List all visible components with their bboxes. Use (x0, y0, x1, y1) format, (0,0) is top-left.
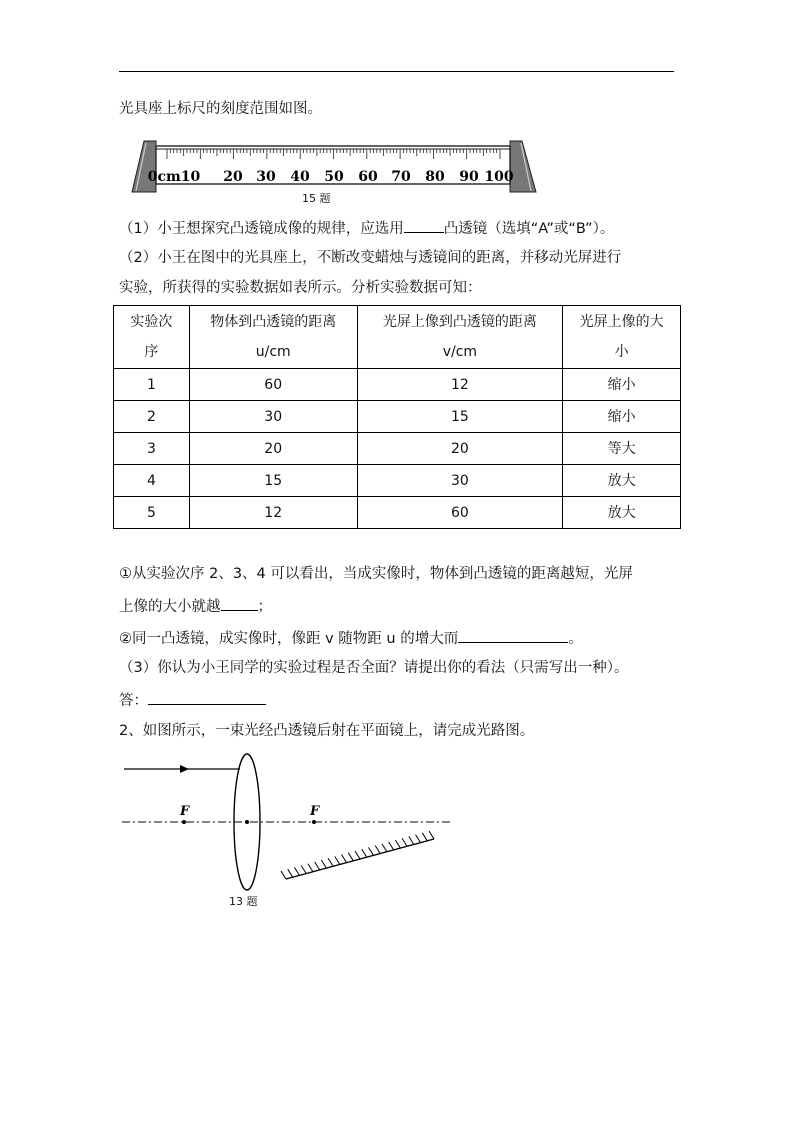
problem-2-text: 2、如图所示，一束光经凸透镜后射在平面镜上，请完成光路图。 (119, 723, 535, 739)
focus-label-right: F (310, 804, 320, 819)
ruler-label: 20 (223, 169, 243, 185)
table-cell: 20 (189, 433, 357, 465)
mirror-hatch-line (301, 866, 306, 874)
table-row (114, 465, 681, 497)
table-cell: 2 (114, 401, 190, 433)
ruler-label: 100 (484, 169, 514, 185)
mirror-hatch-line (362, 849, 367, 857)
table-cell: 放大 (563, 497, 681, 529)
table-row (114, 497, 681, 529)
question-1-text-a: （1）小王想探究凸透镜成像的规律，应选用 (119, 221, 404, 237)
ruler-label: 90 (459, 169, 479, 185)
mirror-hatch-line (294, 867, 299, 875)
table-row (114, 401, 681, 433)
table-cell: 缩小 (563, 369, 681, 401)
table-cell: 60 (189, 369, 357, 401)
mirror-hatch-line (308, 864, 313, 872)
focus-label-left: F (180, 804, 190, 819)
table-cell: 15 (189, 465, 357, 497)
mirror-hatch-line (429, 831, 434, 839)
lens-mirror-figure (118, 745, 458, 905)
table-row (114, 433, 681, 465)
question-2-line-2: 实验，所获得的实验数据如表所示。分析实验数据可知： (119, 280, 482, 296)
ruler-label: 0cm10 (147, 169, 201, 185)
ray-arrow-icon (180, 765, 189, 773)
table-cell: 3 (114, 433, 190, 465)
mirror-hatching (281, 831, 434, 879)
answer-blank-2[interactable] (221, 595, 258, 611)
ruler-caption: 15 题 (302, 192, 331, 205)
question-1 (119, 217, 614, 239)
experiment-data-table (113, 305, 681, 529)
table-cell: 5 (114, 497, 190, 529)
lens-caption: 13 题 (229, 895, 258, 908)
mirror-hatch-line (368, 847, 373, 855)
table-cell: 4 (114, 465, 190, 497)
table-cell: 30 (189, 401, 357, 433)
question-3: （3）你认为小王同学的实验过程是否全面？请提出你的看法（只需写出一种）。 (119, 660, 629, 676)
ruler-label: 70 (391, 169, 411, 185)
mirror-hatch-line (402, 838, 407, 846)
mirror-hatch-line (409, 836, 414, 844)
answer-line: 答： (119, 689, 266, 711)
table-header-cell: 光屏上像到凸透镜的距离 v/cm (357, 306, 563, 369)
ruler-label: 30 (256, 169, 276, 185)
focus-point-left (182, 820, 186, 824)
table-cell: 20 (357, 433, 563, 465)
mirror-hatch-line (375, 846, 380, 854)
table-cell: 60 (357, 497, 563, 529)
mirror-hatch-line (355, 851, 360, 859)
question-2-line-1: （2）小王在图中的光具座上，不断改变蜡烛与透镜间的距离，并移动光屏进行 (119, 250, 622, 266)
table-cell: 放大 (563, 465, 681, 497)
statement-1-line-2: 上像的大小就越 ； (119, 595, 272, 617)
mirror-hatch-line (342, 855, 347, 863)
table-cell: 等大 (563, 433, 681, 465)
ruler-label: 50 (324, 169, 344, 185)
mirror-hatch-line (395, 840, 400, 848)
table-header-cell: 物体到凸透镜的距离 u/cm (189, 306, 357, 369)
answer-blank-3[interactable] (458, 627, 568, 643)
table-cell: 1 (114, 369, 190, 401)
table-cell: 缩小 (563, 401, 681, 433)
table-header-row (114, 306, 681, 369)
lens-center-point (245, 820, 249, 824)
mirror-hatch-line (288, 869, 293, 877)
question-1-text-b: 凸透镜（选填“A”或“B”）。 (443, 221, 615, 237)
table-cell: 30 (357, 465, 563, 497)
answer-blank-4[interactable] (148, 689, 266, 705)
mirror-hatch-line (382, 844, 387, 852)
mirror-hatch-line (335, 856, 340, 864)
ruler-label: 40 (290, 169, 310, 185)
table-cell: 12 (189, 497, 357, 529)
mirror-hatch-line (348, 853, 353, 861)
header-rule (119, 71, 674, 72)
focus-point-right (312, 820, 316, 824)
statement-1-line-1: ①从实验次序 2、3、4 可以看出，当成实像时，物体到凸透镜的距离越短，光屏 (119, 566, 633, 582)
table-header-cell: 实验次 序 (114, 306, 190, 369)
statement-2: ②同一凸透镜，成实像时，像距 v 随物距 u 的增大而 。 (119, 627, 583, 649)
table-cell: 12 (357, 369, 563, 401)
ruler-label: 80 (425, 169, 445, 185)
ruler-label: 60 (358, 169, 378, 185)
optical-bench-figure (126, 135, 540, 197)
table-cell: 15 (357, 401, 563, 433)
mirror-hatch-line (422, 833, 427, 841)
mirror-hatch-line (315, 862, 320, 870)
answer-blank-1[interactable] (404, 217, 444, 233)
mirror-hatch-line (416, 835, 421, 843)
mirror-hatch-line (389, 842, 394, 850)
table-header-cell: 光屏上像的大 小 (563, 306, 681, 369)
table-row (114, 369, 681, 401)
mirror-hatch-line (281, 871, 286, 879)
intro-text: 光具座上标尺的刻度范围如图。 (119, 101, 322, 117)
mirror-hatch-line (321, 860, 326, 868)
mirror-hatch-line (328, 858, 333, 866)
